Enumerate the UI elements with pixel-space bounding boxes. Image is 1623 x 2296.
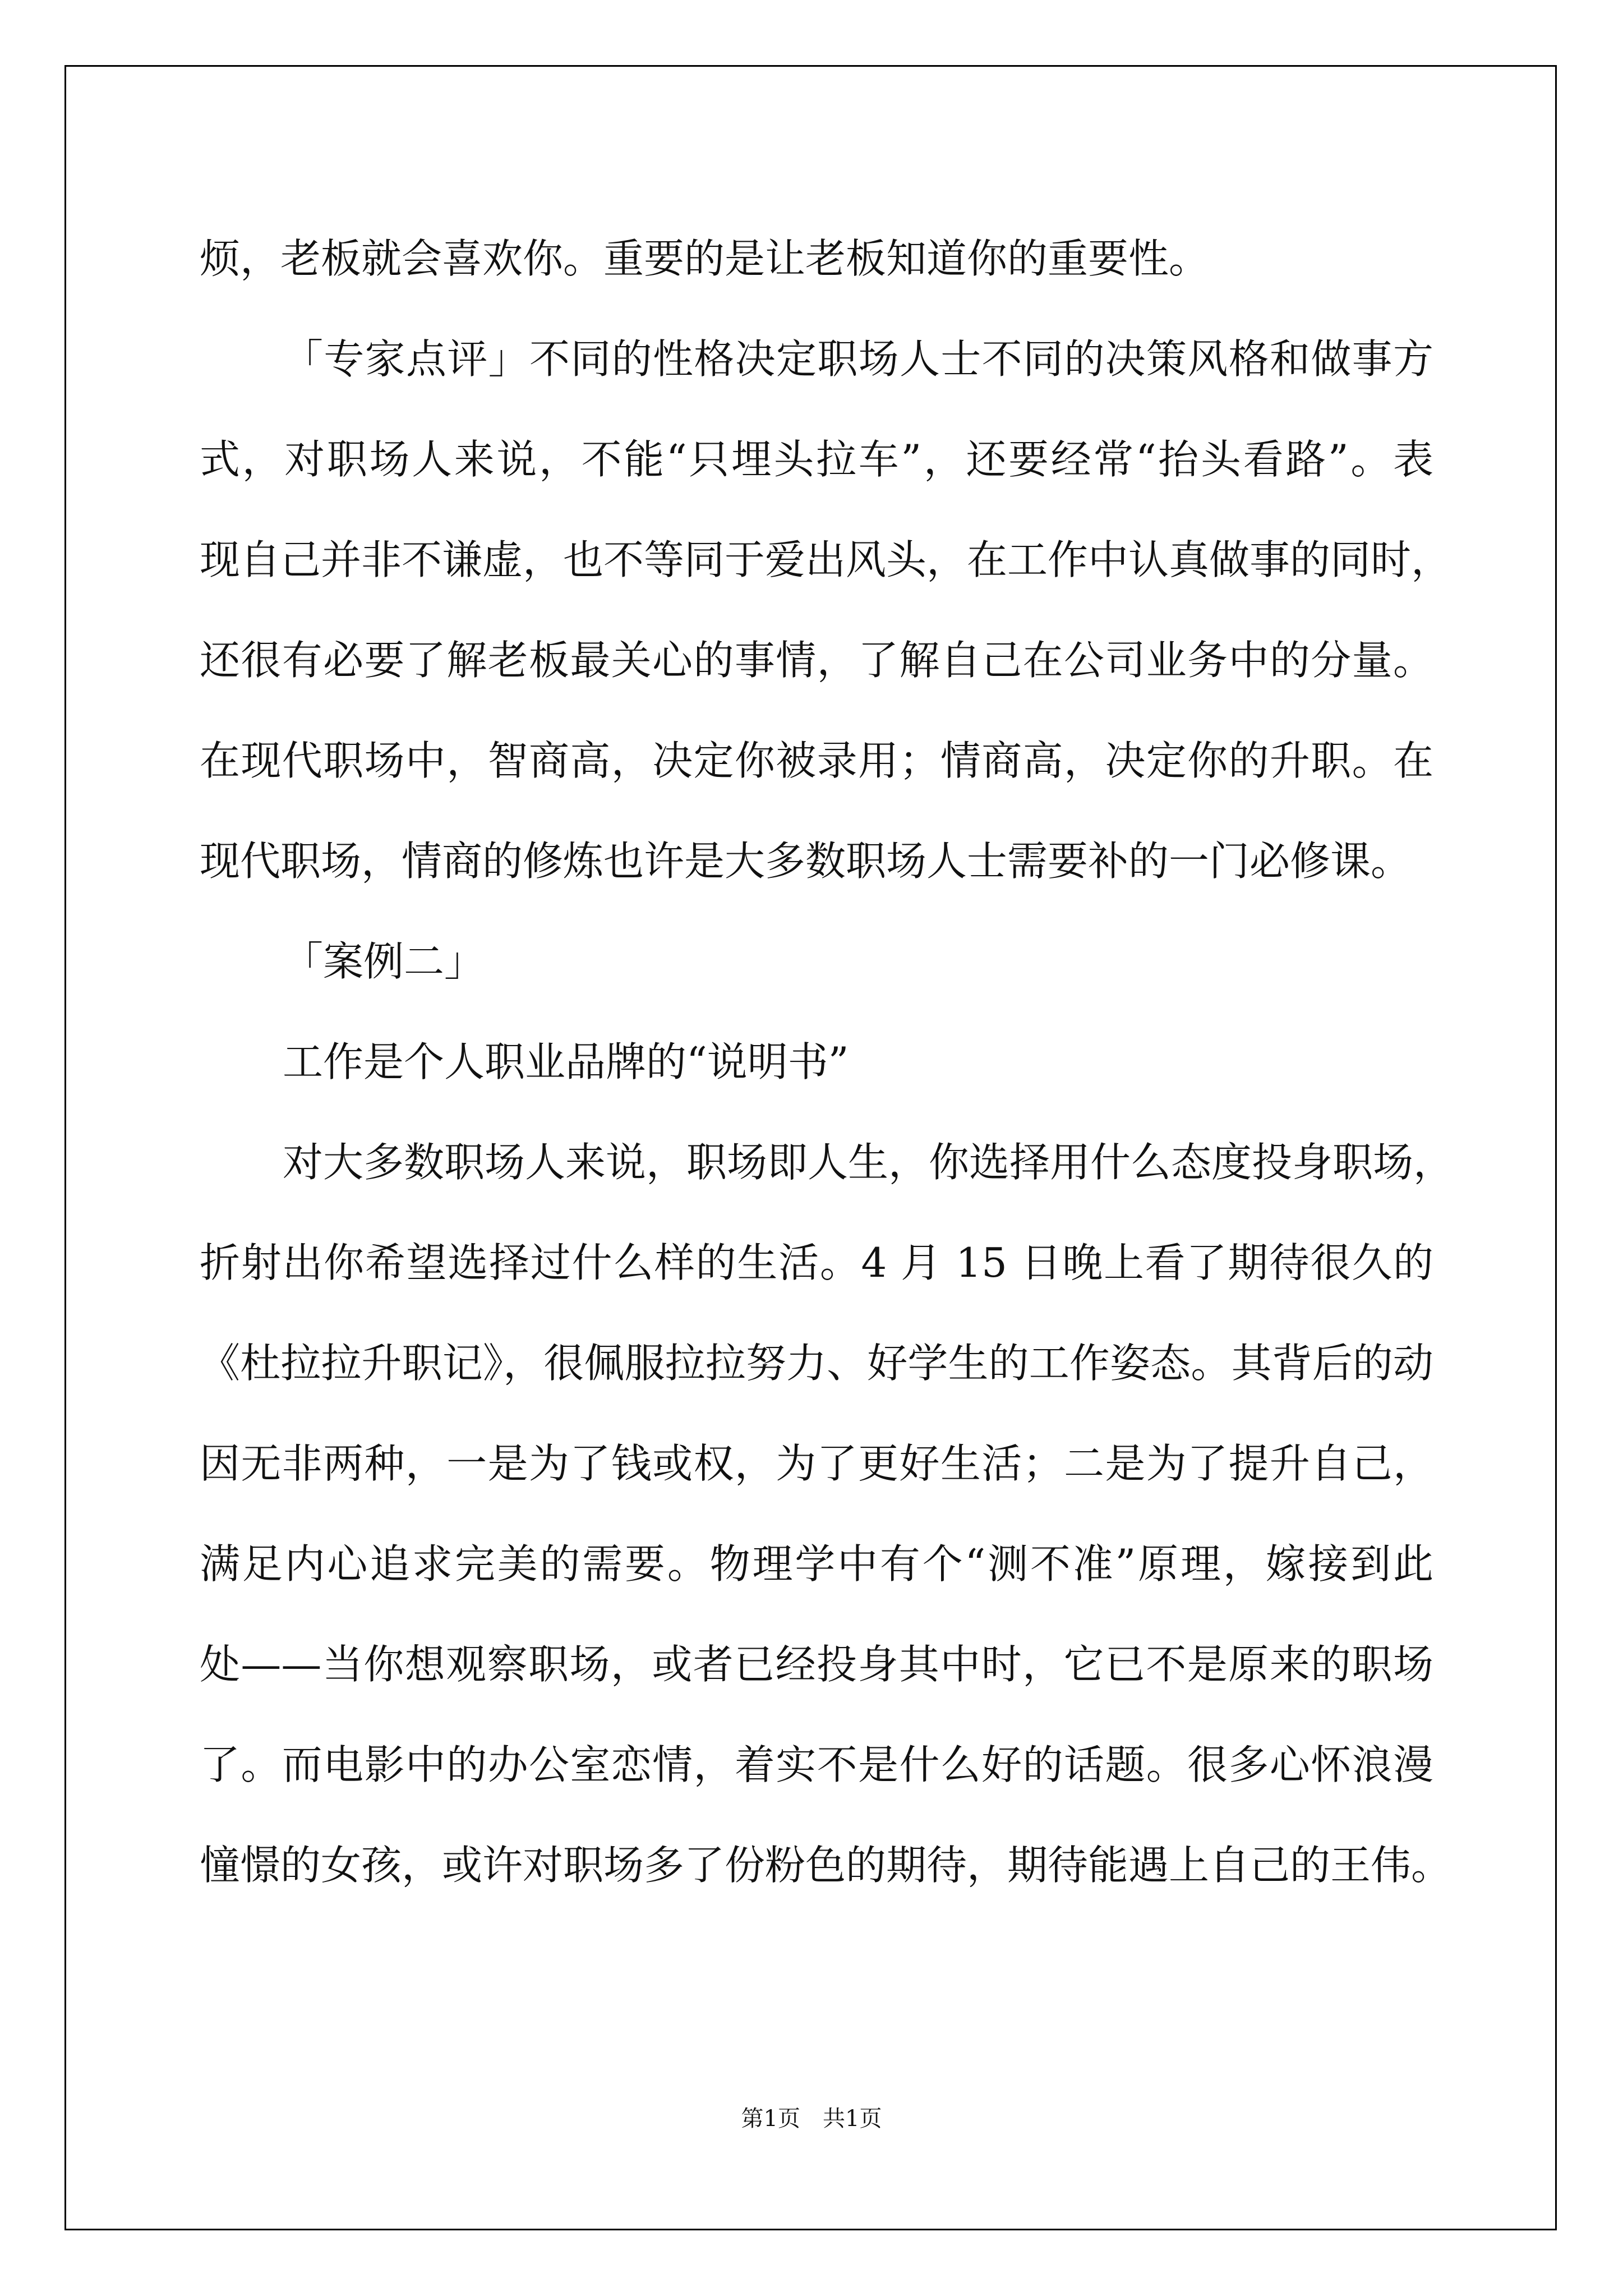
paragraph-line: 因无非两种，一是为了钱或权，为了更好生活；二是为了提升自己，	[200, 1440, 1433, 1487]
paragraph-line: 憧憬的女孩，或许对职场多了份粉色的期待，期待能遇上自己的王伟。	[200, 1842, 1452, 1889]
paragraph-line: 对大多数职场人来说，职场即人生，你选择用什么态度投身职场，	[283, 1139, 1454, 1186]
paragraph-line: 处——当你想观察职场，或者已经投身其中时，它已不是原来的职场	[200, 1641, 1433, 1688]
paragraph-line: 了。而电影中的办公室恋情，着实不是什么好的话题。很多心怀浪漫	[200, 1741, 1433, 1788]
paragraph-line: 满足内心追求完美的需要。物理学中有个“测不准”原理，嫁接到此	[200, 1540, 1433, 1588]
paragraph-line: 现自己并非不谦虚，也不等同于爱出风头，在工作中认真做事的同时，	[200, 536, 1452, 583]
section-title: 工作是个人职业品牌的“说明书”	[283, 1038, 849, 1085]
section-heading: 「案例二」	[283, 938, 485, 985]
paragraph-line: 现代职场，情商的修炼也许是大多数职场人士需要补的一门必修课。	[200, 838, 1412, 885]
page-number-footer: 第1页 共1页	[741, 2106, 882, 2132]
paragraph-line: 烦，老板就会喜欢你。重要的是让老板知道你的重要性。	[200, 235, 1210, 282]
paragraph-line: 在现代职场中，智商高，决定你被录用；情商高，决定你的升职。在	[200, 737, 1433, 784]
document-body	[200, 209, 1454, 1916]
paragraph-line: 《杜拉拉升职记》，很佩服拉拉努力、好学生的工作姿态。其背后的动	[200, 1340, 1433, 1387]
paragraph-line: 还很有必要了解老板最关心的事情，了解自己在公司业务中的分量。	[200, 637, 1433, 684]
paragraph-line: 「专家点评」不同的性格决定职场人士不同的决策风格和做事方	[283, 335, 1433, 383]
paragraph-line: 式，对职场人来说，不能“只埋头拉车”，还要经常“抬头看路”。表	[200, 436, 1433, 483]
paragraph-line: 折射出你希望选择过什么样的生活。4 月 15 日晚上看了期待很久的	[200, 1239, 1433, 1286]
